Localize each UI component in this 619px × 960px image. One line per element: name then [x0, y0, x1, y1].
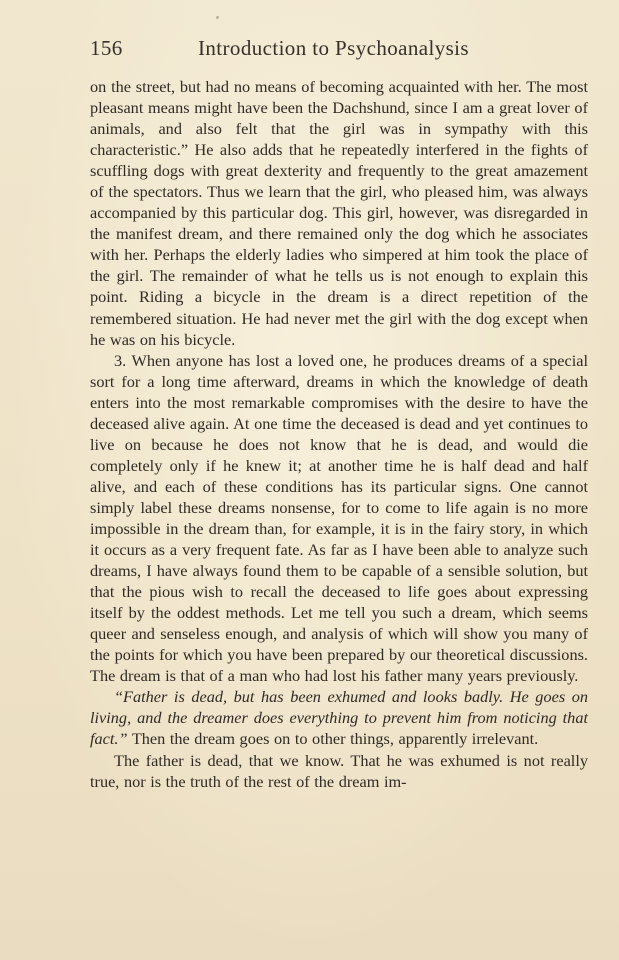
dream-quote-continuation: Then the dream goes on to other things, apparently irrelevant. — [127, 729, 539, 749]
page-header — [90, 36, 590, 64]
page-number: 156 — [90, 36, 123, 60]
dream-quote: “Father is dead, but has been exhumed and looks badly. He goes on living, and the dreamer does everything to prevent him from noticing that fact.” — [90, 687, 588, 749]
running-head: Introduction to Psychoanalysis — [198, 36, 469, 60]
paragraph-analysis: The father is dead, that we know. That he was exhumed is not really true, nor is the truth of the rest of the dream im- — [90, 750, 588, 791]
paragraph-item-3: 3. When anyone has lost a loved one, he produces dreams of a special sort for a long time afterward, dreams in which the knowledge of death enters into the most remarkable compromises with the desire to have the deceased alive again. At one time the deceased is dead and yet continues to live on because he does not know that he is dead, and would die completely only if he knew it; at another time he is half dead and half alive, and each of these conditions has its particular signs. One cannot simply label these dreams nonsense, for to come to life again is no more impossible in the dream than, for example, it is in the fairy story, in which it occurs as a very frequent fate. As far as I have been able to analyze such dreams, I have always found them to be capable of a sensible solution, but that the pious wish to recall the deceased to life goes about expressing itself by the oddest methods. Let me tell you such a dream, which seems queer and senseless enough, and analysis of which will show you many of the points for which you have been prepared by our theoretical discussions. The dream is that of a man who had lost his father many years previously. — [90, 350, 588, 686]
paragraph-continued: on the street, but had no means of becoming acquainted with her. The most pleasant means might have been the Dachshund, since I am a great lover of animals, and also felt that the girl was in sympathy with this characteristic.” He also adds that he repeatedly interfered in the fights of scuffling dogs with great dexterity and frequently to the great amazement of the spectators. Thus we learn that the girl, who pleased him, was always accompanied by this particular dog. This girl, however, was disregarded in the manifest dream, and there remained only the dog which he associates with her. Perhaps the elderly ladies who simpered at him took the place of the girl. The remainder of what he tells us is not enough to explain this point. Riding a bicycle in the dream is a direct repetition of the remembered situation. He had never met the girl with the dog except when he was on his bicycle. — [90, 77, 588, 349]
paragraph-dream-quote — [90, 686, 588, 749]
paper-speck — [216, 16, 219, 19]
body-text — [90, 76, 588, 792]
